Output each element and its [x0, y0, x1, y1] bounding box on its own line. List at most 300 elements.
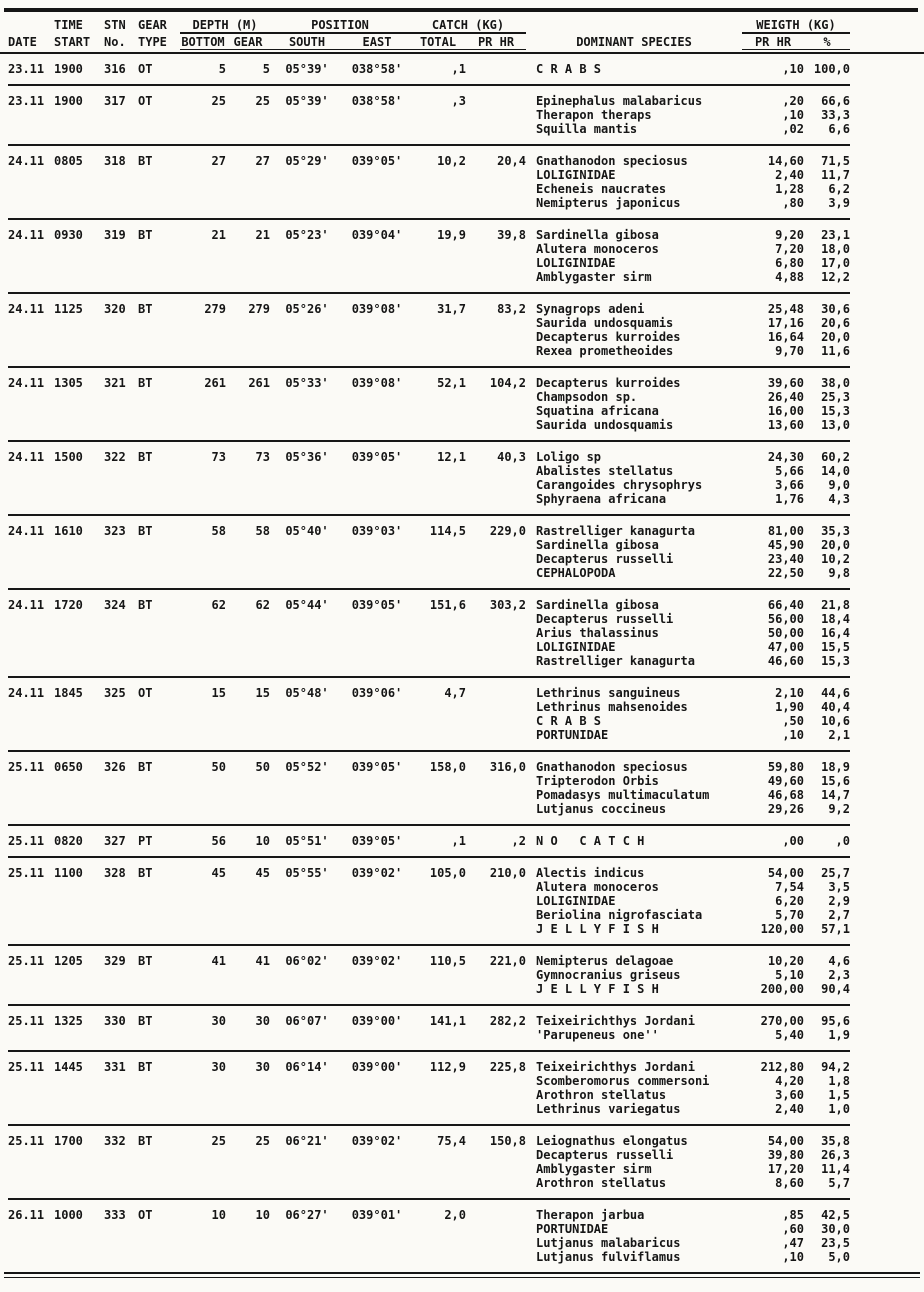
species-percent: 10,2: [821, 552, 850, 566]
species-percent: 95,6: [821, 1014, 850, 1028]
species-name: Pomadasys multimaculatum: [536, 788, 710, 802]
station-dominant-species-list: [526, 450, 742, 506]
species-weight-pr-hr: 24,30: [767, 450, 804, 464]
station-gear-type: OT: [138, 94, 153, 108]
station-catch-prhr: 20,4: [497, 154, 526, 168]
station-species-pct-list: [804, 62, 850, 76]
station-species-weight-list: [742, 228, 804, 284]
species-weight-pr-hr: 200,00: [760, 982, 804, 996]
species-percent: 60,2: [821, 450, 850, 464]
species-percent: 5,7: [828, 1176, 850, 1190]
header-gear-line2: TYPE: [138, 35, 167, 49]
station-species-pct-list: [804, 228, 850, 284]
station-date: 24.11: [8, 450, 45, 464]
species-name: Lethrinus mahsenoides: [536, 700, 688, 714]
station-dominant-species-list: [526, 1208, 742, 1264]
species-weight-pr-hr: ,10: [782, 1250, 804, 1264]
station-number: 324: [104, 598, 126, 612]
species-percent: 20,0: [821, 330, 850, 344]
species-percent: 40,4: [821, 700, 850, 714]
station-number: 321: [104, 376, 126, 390]
station-position-south: 05°40': [285, 524, 329, 538]
station-date: 25.11: [8, 1014, 45, 1028]
species-percent: 23,1: [821, 228, 850, 242]
station-number: 319: [104, 228, 126, 242]
station-row: [8, 366, 850, 440]
station-position-south: 05°51': [285, 834, 329, 848]
species-name: Decapterus russelli: [536, 552, 674, 566]
station-dominant-species-list: [526, 866, 742, 936]
station-time-start: 0805: [54, 154, 83, 168]
station-catch-total: 31,7: [437, 302, 466, 316]
species-percent: 4,6: [828, 954, 850, 968]
station-time-start: 1720: [54, 598, 83, 612]
station-row: [8, 588, 850, 676]
species-name: C R A B S: [536, 62, 602, 76]
species-percent: 90,4: [821, 982, 850, 996]
station-depth-bottom: 73: [211, 450, 226, 464]
species-percent: 10,6: [821, 714, 850, 728]
species-weight-pr-hr: 56,00: [767, 612, 804, 626]
station-gear-type: BT: [138, 760, 153, 774]
species-name: Squatina africana: [536, 404, 659, 418]
station-species-pct-list: [804, 1134, 850, 1190]
station-time-start: 0820: [54, 834, 83, 848]
station-gear-type: BT: [138, 302, 153, 316]
station-species-pct-list: [804, 866, 850, 936]
species-weight-pr-hr: 47,00: [767, 640, 804, 654]
species-name: Gnathanodon speciosus: [536, 760, 688, 774]
species-name: N O C A T C H: [536, 834, 645, 848]
station-catch-total: 12,1: [437, 450, 466, 464]
station-species-weight-list: [742, 1134, 804, 1190]
station-position-east: 039°05': [351, 598, 403, 612]
station-catch-prhr: 39,8: [497, 228, 526, 242]
station-time-start: 1900: [54, 62, 83, 76]
station-number: 327: [104, 834, 126, 848]
bottom-rule: [4, 1272, 920, 1278]
species-weight-pr-hr: 6,80: [775, 256, 804, 270]
species-percent: 30,6: [821, 302, 850, 316]
station-time-start: 1500: [54, 450, 83, 464]
station-dominant-species-list: [526, 94, 742, 136]
station-row: [8, 84, 850, 144]
species-name: Decapterus kurroides: [536, 330, 681, 344]
station-species-weight-list: [742, 1014, 804, 1042]
header-weight-prhr: PR HR: [742, 35, 804, 50]
species-weight-pr-hr: ,00: [782, 834, 804, 848]
species-percent: 18,9: [821, 760, 850, 774]
header-weight-pct: %: [804, 35, 850, 50]
station-species-pct-list: [804, 1060, 850, 1116]
header-group-position: POSITION: [270, 18, 410, 34]
species-weight-pr-hr: 39,60: [767, 376, 804, 390]
station-position-south: 05°26': [285, 302, 329, 316]
station-dominant-species-list: [526, 1014, 742, 1042]
station-dominant-species-list: [526, 760, 742, 816]
station-catch-prhr: 316,0: [489, 760, 526, 774]
station-catch-prhr: 282,2: [489, 1014, 526, 1028]
species-weight-pr-hr: 16,00: [767, 404, 804, 418]
station-gear-type: BT: [138, 866, 153, 880]
station-position-south: 05°29': [285, 154, 329, 168]
species-weight-pr-hr: 2,40: [775, 168, 804, 182]
station-date: 24.11: [8, 598, 45, 612]
species-weight-pr-hr: 22,50: [767, 566, 804, 580]
station-species-pct-list: [804, 598, 850, 668]
station-position-south: 05°48': [285, 686, 329, 700]
station-position-east: 039°02': [351, 1134, 403, 1148]
species-name: LOLIGINIDAE: [536, 256, 616, 270]
species-name: Sardinella gibosa: [536, 598, 659, 612]
species-percent: 30,0: [821, 1222, 850, 1236]
station-depth-bottom: 30: [211, 1060, 226, 1074]
station-depth-gear: 30: [255, 1014, 270, 1028]
species-name: Decapterus kurroides: [536, 376, 681, 390]
species-name: Scomberomorus commersoni: [536, 1074, 710, 1088]
species-percent: 71,5: [821, 154, 850, 168]
species-weight-pr-hr: ,10: [782, 108, 804, 122]
species-name: Alutera monoceros: [536, 880, 659, 894]
station-species-weight-list: [742, 94, 804, 136]
station-species-weight-list: [742, 524, 804, 580]
species-percent: 11,6: [821, 344, 850, 358]
species-percent: 25,7: [821, 866, 850, 880]
station-catch-total: 141,1: [429, 1014, 466, 1028]
station-depth-bottom: 5: [218, 62, 226, 76]
species-weight-pr-hr: 9,70: [775, 344, 804, 358]
species-weight-pr-hr: 212,80: [760, 1060, 804, 1074]
station-depth-bottom: 58: [211, 524, 226, 538]
station-dominant-species-list: [526, 686, 742, 742]
station-position-east: 039°05': [351, 154, 403, 168]
species-name: Arothron stellatus: [536, 1088, 667, 1102]
station-dominant-species-list: [526, 524, 742, 580]
station-depth-gear: 45: [255, 866, 270, 880]
station-date: 25.11: [8, 1060, 45, 1074]
station-species-pct-list: [804, 376, 850, 432]
header-time-line1: TIME: [54, 18, 83, 32]
station-number: 331: [104, 1060, 126, 1074]
station-catch-prhr: 210,0: [489, 866, 526, 880]
species-percent: 9,0: [828, 478, 850, 492]
species-percent: 20,6: [821, 316, 850, 330]
station-depth-gear: 261: [248, 376, 270, 390]
species-name: Therapon jarbua: [536, 1208, 645, 1222]
station-catch-prhr: 225,8: [489, 1060, 526, 1074]
species-percent: 15,5: [821, 640, 850, 654]
station-catch-prhr: 303,2: [489, 598, 526, 612]
station-date: 25.11: [8, 834, 45, 848]
station-row: [8, 54, 850, 84]
station-catch-total: 19,9: [437, 228, 466, 242]
station-dominant-species-list: [526, 154, 742, 210]
species-weight-pr-hr: ,47: [782, 1236, 804, 1250]
species-name: Lutjanus coccineus: [536, 802, 667, 816]
station-number: 329: [104, 954, 126, 968]
station-catch-total: ,3: [451, 94, 466, 108]
station-position-south: 05°39': [285, 62, 329, 76]
species-percent: 11,4: [821, 1162, 850, 1176]
station-species-pct-list: [804, 524, 850, 580]
station-catch-total: 158,0: [429, 760, 466, 774]
station-catch-prhr: 104,2: [489, 376, 526, 390]
station-catch-prhr: 150,8: [489, 1134, 526, 1148]
species-weight-pr-hr: 120,00: [760, 922, 804, 936]
station-depth-bottom: 15: [211, 686, 226, 700]
species-percent: 42,5: [821, 1208, 850, 1222]
species-name: J E L L Y F I S H: [536, 982, 659, 996]
station-position-south: 06°02': [285, 954, 329, 968]
header-row-column-labels: [8, 35, 850, 50]
station-gear-type: OT: [138, 686, 153, 700]
species-percent: 15,3: [821, 654, 850, 668]
station-date: 25.11: [8, 760, 45, 774]
station-row: [8, 824, 850, 856]
species-weight-pr-hr: 5,70: [775, 908, 804, 922]
station-gear-type: BT: [138, 1014, 153, 1028]
station-depth-bottom: 45: [211, 866, 226, 880]
species-name: Tripterodon Orbis: [536, 774, 659, 788]
species-percent: 35,3: [821, 524, 850, 538]
species-percent: 5,0: [828, 1250, 850, 1264]
station-position-east: 039°01': [351, 1208, 403, 1222]
station-time-start: 1325: [54, 1014, 83, 1028]
station-species-pct-list: [804, 154, 850, 210]
species-percent: 38,0: [821, 376, 850, 390]
station-catch-total: 4,7: [444, 686, 466, 700]
species-name: Champsodon sp.: [536, 390, 638, 404]
species-percent: 21,8: [821, 598, 850, 612]
station-position-east: 039°05': [351, 450, 403, 464]
species-weight-pr-hr: 2,40: [775, 1102, 804, 1116]
species-percent: 2,1: [828, 728, 850, 742]
species-percent: 57,1: [821, 922, 850, 936]
species-percent: 1,9: [828, 1028, 850, 1042]
species-name: Squilla mantis: [536, 122, 638, 136]
station-row: [8, 1004, 850, 1050]
station-depth-gear: 58: [255, 524, 270, 538]
station-date: 23.11: [8, 94, 45, 108]
station-time-start: 1700: [54, 1134, 83, 1148]
station-position-south: 05°55': [285, 866, 329, 880]
station-depth-gear: 50: [255, 760, 270, 774]
station-row: [8, 676, 850, 750]
species-percent: 15,3: [821, 404, 850, 418]
station-position-east: 039°08': [351, 376, 403, 390]
header-catch-prhr: PR HR: [466, 35, 526, 50]
species-percent: 11,7: [821, 168, 850, 182]
header-stn-line1: STN: [104, 18, 126, 32]
station-date: 25.11: [8, 866, 45, 880]
species-weight-pr-hr: 17,16: [767, 316, 804, 330]
species-weight-pr-hr: 7,20: [775, 242, 804, 256]
species-percent: 17,0: [821, 256, 850, 270]
species-percent: 6,2: [828, 182, 850, 196]
species-weight-pr-hr: 5,10: [775, 968, 804, 982]
station-date: 24.11: [8, 302, 45, 316]
station-depth-bottom: 30: [211, 1014, 226, 1028]
station-dominant-species-list: [526, 954, 742, 996]
species-name: Abalistes stellatus: [536, 464, 674, 478]
station-position-south: 05°44': [285, 598, 329, 612]
station-catch-prhr: 40,3: [497, 450, 526, 464]
species-percent: 14,0: [821, 464, 850, 478]
station-depth-bottom: 21: [211, 228, 226, 242]
species-weight-pr-hr: 1,76: [775, 492, 804, 506]
station-gear-type: BT: [138, 450, 153, 464]
station-position-east: 038°58': [351, 94, 403, 108]
species-percent: 44,6: [821, 686, 850, 700]
header-group-weight: WEIGTH (KG): [742, 18, 850, 34]
station-depth-bottom: 279: [204, 302, 226, 316]
species-weight-pr-hr: 9,20: [775, 228, 804, 242]
species-weight-pr-hr: 29,26: [767, 802, 804, 816]
species-name: CEPHALOPODA: [536, 566, 616, 580]
station-number: 322: [104, 450, 126, 464]
species-name: LOLIGINIDAE: [536, 168, 616, 182]
header-gear-line1: GEAR: [138, 18, 167, 32]
top-rule: [4, 8, 918, 12]
station-row: [8, 218, 850, 292]
species-percent: 2,3: [828, 968, 850, 982]
station-depth-gear: 10: [255, 1208, 270, 1222]
station-rows-container: [0, 52, 924, 1272]
station-depth-gear: 10: [255, 834, 270, 848]
station-date: 24.11: [8, 524, 45, 538]
species-weight-pr-hr: ,50: [782, 714, 804, 728]
station-number: 323: [104, 524, 126, 538]
station-position-east: 039°05': [351, 760, 403, 774]
species-weight-pr-hr: 66,40: [767, 598, 804, 612]
station-position-east: 039°05': [351, 834, 403, 848]
station-number: 320: [104, 302, 126, 316]
station-position-east: 039°00': [351, 1060, 403, 1074]
station-position-south: 05°39': [285, 94, 329, 108]
station-depth-gear: 30: [255, 1060, 270, 1074]
species-weight-pr-hr: ,60: [782, 1222, 804, 1236]
species-weight-pr-hr: 81,00: [767, 524, 804, 538]
station-depth-gear: 21: [255, 228, 270, 242]
station-dominant-species-list: [526, 1134, 742, 1190]
species-name: Rastrelliger kanagurta: [536, 654, 695, 668]
species-name: Leiognathus elongatus: [536, 1134, 688, 1148]
station-position-east: 039°06': [351, 686, 403, 700]
species-weight-pr-hr: 54,00: [767, 1134, 804, 1148]
header-group-depth: DEPTH (M): [180, 18, 270, 34]
station-row: [8, 1198, 850, 1272]
species-weight-pr-hr: 17,20: [767, 1162, 804, 1176]
station-depth-bottom: 41: [211, 954, 226, 968]
species-weight-pr-hr: 14,60: [767, 154, 804, 168]
station-position-south: 06°14': [285, 1060, 329, 1074]
species-percent: 66,6: [821, 94, 850, 108]
header-catch-total: TOTAL: [410, 35, 466, 50]
species-percent: 23,5: [821, 1236, 850, 1250]
station-time-start: 1445: [54, 1060, 83, 1074]
station-row: [8, 292, 850, 366]
station-date: 24.11: [8, 228, 45, 242]
station-catch-prhr: 83,2: [497, 302, 526, 316]
species-weight-pr-hr: 46,68: [767, 788, 804, 802]
station-catch-total: 112,9: [429, 1060, 466, 1074]
station-date: 25.11: [8, 954, 45, 968]
station-dominant-species-list: [526, 228, 742, 284]
station-catch-total: 2,0: [444, 1208, 466, 1222]
species-weight-pr-hr: ,10: [782, 728, 804, 742]
station-species-pct-list: [804, 686, 850, 742]
station-species-pct-list: [804, 450, 850, 506]
species-percent: 18,0: [821, 242, 850, 256]
header-date: DATE: [8, 35, 37, 49]
species-name: Arius thalassinus: [536, 626, 659, 640]
species-weight-pr-hr: 54,00: [767, 866, 804, 880]
species-name: Alutera monoceros: [536, 242, 659, 256]
station-depth-gear: 5: [262, 62, 270, 76]
species-name: Amblygaster sirm: [536, 1162, 652, 1176]
species-name: Teixeirichthys Jordani: [536, 1014, 695, 1028]
station-position-south: 06°07': [285, 1014, 329, 1028]
header-group-catch: CATCH (KG): [410, 18, 526, 34]
species-weight-pr-hr: ,85: [782, 1208, 804, 1222]
station-depth-bottom: 25: [211, 94, 226, 108]
species-name: Saurida undosquamis: [536, 418, 674, 432]
species-name: Echeneis naucrates: [536, 182, 667, 196]
species-weight-pr-hr: 2,10: [775, 686, 804, 700]
station-depth-bottom: 261: [204, 376, 226, 390]
station-number: 318: [104, 154, 126, 168]
station-species-weight-list: [742, 154, 804, 210]
species-name: Nemipterus delagoae: [536, 954, 674, 968]
station-depth-bottom: 50: [211, 760, 226, 774]
header-stn-line2: No.: [104, 35, 126, 49]
species-name: Synagrops adeni: [536, 302, 645, 316]
station-number: 316: [104, 62, 126, 76]
species-name: Nemipterus japonicus: [536, 196, 681, 210]
species-weight-pr-hr: 39,80: [767, 1148, 804, 1162]
station-depth-gear: 15: [255, 686, 270, 700]
species-name: Epinephalus malabaricus: [536, 94, 703, 108]
station-position-east: 039°02': [351, 954, 403, 968]
species-percent: 9,8: [828, 566, 850, 580]
station-catch-total: 110,5: [429, 954, 466, 968]
station-catch-total: 105,0: [429, 866, 466, 880]
station-catch-total: 10,2: [437, 154, 466, 168]
species-percent: 35,8: [821, 1134, 850, 1148]
species-weight-pr-hr: 45,90: [767, 538, 804, 552]
species-name: Rexea prometheoides: [536, 344, 674, 358]
species-name: Sphyraena africana: [536, 492, 667, 506]
station-species-pct-list: [804, 1208, 850, 1264]
station-gear-type: BT: [138, 524, 153, 538]
station-catch-total: 114,5: [429, 524, 466, 538]
species-name: Loligo sp: [536, 450, 602, 464]
station-time-start: 1100: [54, 866, 83, 880]
header-position-east: EAST: [344, 35, 410, 50]
station-row: [8, 750, 850, 824]
station-depth-gear: 279: [248, 302, 270, 316]
station-gear-type: BT: [138, 1134, 153, 1148]
species-weight-pr-hr: ,80: [782, 196, 804, 210]
station-time-start: 1610: [54, 524, 83, 538]
station-dominant-species-list: [526, 598, 742, 668]
species-name: 'Parupeneus one'': [536, 1028, 659, 1042]
station-species-weight-list: [742, 598, 804, 668]
species-name: PORTUNIDAE: [536, 728, 609, 742]
station-depth-gear: 62: [255, 598, 270, 612]
station-time-start: 0650: [54, 760, 83, 774]
station-species-weight-list: [742, 760, 804, 816]
